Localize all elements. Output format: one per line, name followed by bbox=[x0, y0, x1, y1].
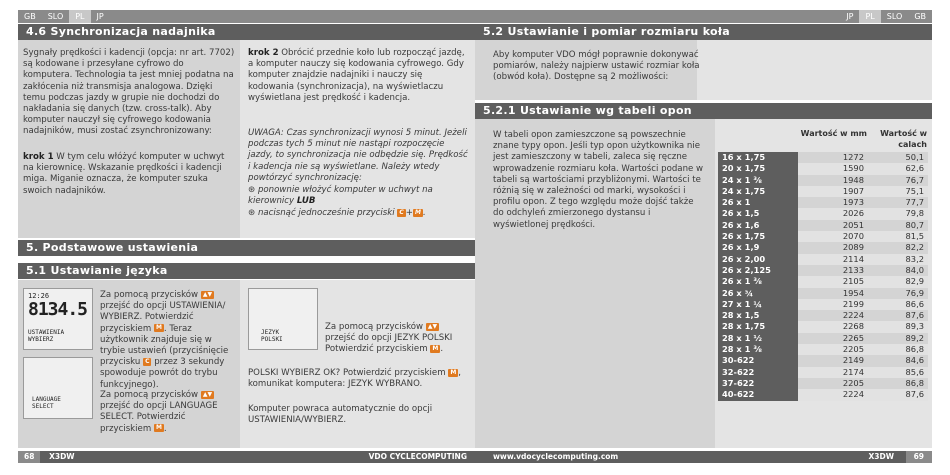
table-row bbox=[718, 367, 928, 378]
footer-brand: VDO CYCLECOMPUTING bbox=[368, 452, 467, 461]
tire-size-table bbox=[718, 152, 928, 401]
lang-tab-active: PL bbox=[859, 10, 880, 23]
m-button-icon: M bbox=[414, 208, 421, 216]
value-mm-cell: 2268 bbox=[798, 321, 868, 332]
note-uwaga: UWAGA: Czas synchronizacji wynosi 5 minut. Jeżeli podczas tych 5 minut nie nastąpi rozpoczęcie jazdy, to synchronizacja nie odbędzie się. Prędkość i kadencja nie są wyświetlane. Należy wtedy powtórzyć synchronizację: bbox=[248, 128, 468, 183]
tire-size-cell: 24 x 1 ³⁄₈ bbox=[718, 175, 798, 186]
value-mm-cell: 1948 bbox=[798, 175, 868, 186]
paragraph-tire-table-info: W tabeli opon zamieszczone są powszechnie znane typy opon. Jeśli typ opon użytkownika nie jest zamieszczony w tabeli, zaleca się ręczne wprowadzenie rozmiaru koła. Wartości podane w tabeli są wartościami przybliżonymi. Wartości te różnią się w zależności od marki, wysokości i profilu opon. Z tego względu może dojść także do odchyleń zmierzonego dystansu i wyświetlonej prędkości. bbox=[493, 130, 704, 230]
value-mm-cell: 2205 bbox=[798, 378, 868, 389]
value-inch-cell: 75,1 bbox=[868, 186, 928, 197]
value-mm-cell: 1907 bbox=[798, 186, 868, 197]
tire-size-cell: 26 x 1,6 bbox=[718, 220, 798, 231]
m-button-icon: M bbox=[155, 324, 162, 332]
lang-tab: SLO bbox=[42, 10, 70, 23]
value-mm-cell: 2133 bbox=[798, 265, 868, 276]
tire-size-cell: 26 x 2,125 bbox=[718, 265, 798, 276]
table-row bbox=[718, 208, 928, 219]
up-down-buttons-icon: ▲▼ bbox=[202, 390, 213, 398]
table-row bbox=[718, 175, 928, 186]
tire-size-cell: 24 x 1,75 bbox=[718, 186, 798, 197]
step1-label: krok 1 bbox=[23, 152, 54, 162]
bullet-2: ⊛ nacisnąć jednocześnie przyciski C + M . bbox=[248, 208, 426, 218]
value-mm-cell: 2105 bbox=[798, 276, 868, 287]
c-button-icon: C bbox=[145, 357, 150, 365]
lang-tab: SLO bbox=[881, 10, 909, 23]
value-mm-cell: 2224 bbox=[798, 389, 868, 400]
tire-size-cell: 16 x 1,75 bbox=[718, 152, 798, 163]
value-inch-cell: 86,8 bbox=[868, 378, 928, 389]
tire-size-cell: 26 x 1,5 bbox=[718, 208, 798, 219]
table-row bbox=[718, 163, 928, 174]
section-title-5-1: 5.1 Ustawianie języka bbox=[18, 263, 475, 279]
table-row bbox=[718, 242, 928, 253]
table-row bbox=[718, 152, 928, 163]
value-inch-cell: 80,7 bbox=[868, 220, 928, 231]
footer-model: X3DW bbox=[49, 452, 75, 461]
tire-size-cell: 37-622 bbox=[718, 378, 798, 389]
lang-tab: JP bbox=[475, 10, 859, 23]
tire-size-cell: 20 x 1,75 bbox=[718, 163, 798, 174]
c-button-icon: C bbox=[399, 208, 404, 216]
value-inch-cell: 89,3 bbox=[868, 321, 928, 332]
column-header-mm: Wartość w mm bbox=[800, 129, 867, 138]
step2-text: Obrócić przednie koło lub rozpocząć jazdę, a komputer nauczy się kodowania cyfrowego. Gdy komputer znajdzie nadajniki i nauczy się kodowania (synchronizacja), na wyświetlaczu wyświetlana jest prędkość i kadencja. bbox=[248, 48, 465, 103]
device-display-image: LANGUAGE SELECT bbox=[23, 357, 93, 419]
section-title-5-2: 5.2 Ustawianie i pomiar rozmiaru koła bbox=[475, 24, 932, 40]
value-inch-cell: 87,6 bbox=[868, 389, 928, 400]
value-mm-cell: 2051 bbox=[798, 220, 868, 231]
tire-size-cell: 26 x 1,9 bbox=[718, 242, 798, 253]
bullet-icon: ⊛ bbox=[248, 208, 258, 218]
value-inch-cell: 79,8 bbox=[868, 208, 928, 219]
paragraph-wheel-intro: Aby komputer VDO mógł poprawnie dokonywać pomiarów, należy najpierw ustawić rozmiar koła (obwód koła). Dostępne są 2 możliwości: bbox=[493, 50, 700, 83]
lang-tab: JP bbox=[91, 10, 475, 23]
value-inch-cell: 83,2 bbox=[868, 254, 928, 265]
value-inch-cell: 84,6 bbox=[868, 355, 928, 366]
value-mm-cell: 1973 bbox=[798, 197, 868, 208]
m-button-icon: M bbox=[155, 424, 162, 432]
value-inch-cell: 82,9 bbox=[868, 276, 928, 287]
paragraph-language-1: Za pomocą przycisków ▲▼ przejść do opcji USTAWIENIA/ WYBIERZ. Potwierdzić przyciskiem M . Teraz użytkownik znajduje się w trybie ustawień (przyciśnięcie przycisku C przez 3 sekundy spowoduje powrót do trybu funkcyjnego). bbox=[100, 290, 229, 390]
m-button-icon: M bbox=[432, 344, 439, 352]
table-row bbox=[718, 276, 928, 287]
tire-size-cell: 28 x 1 ³⁄₈ bbox=[718, 344, 798, 355]
value-mm-cell: 2205 bbox=[798, 344, 868, 355]
table-row bbox=[718, 299, 928, 310]
value-inch-cell: 81,5 bbox=[868, 231, 928, 242]
paragraph-step2 bbox=[248, 48, 468, 104]
up-down-buttons-icon: ▲▼ bbox=[202, 290, 213, 298]
value-inch-cell: 86,6 bbox=[868, 299, 928, 310]
value-inch-cell: 89,2 bbox=[868, 333, 928, 344]
table-row bbox=[718, 389, 928, 400]
value-mm-cell: 1272 bbox=[798, 152, 868, 163]
lang-tab: GB bbox=[18, 10, 42, 23]
value-mm-cell: 2265 bbox=[798, 333, 868, 344]
tire-size-cell: 30-622 bbox=[718, 355, 798, 366]
step2-label: krok 2 bbox=[248, 48, 279, 58]
value-inch-cell: 62,6 bbox=[868, 163, 928, 174]
lang-tab-active: PL bbox=[69, 10, 90, 23]
value-mm-cell: 2199 bbox=[798, 299, 868, 310]
value-mm-cell: 2089 bbox=[798, 242, 868, 253]
table-row bbox=[718, 197, 928, 208]
paragraph-step1 bbox=[23, 152, 235, 197]
tire-size-cell: 26 x 1,75 bbox=[718, 231, 798, 242]
footer-model: X3DW bbox=[868, 452, 894, 461]
table-row bbox=[718, 333, 928, 344]
paragraph-language-2: Za pomocą przycisków ▲▼ przejść do opcji LANGUAGE SELECT. Potwierdzić przyciskiem M . bbox=[100, 390, 218, 434]
bullet-1: ⊛ ponownie włożyć komputer w uchwyt na kierownicy LUB bbox=[248, 185, 433, 207]
section-title-5-2-1: 5.2.1 Ustawianie wg tabeli opon bbox=[475, 103, 932, 119]
paragraph-language-3: Za pomocą przycisków ▲▼ przejść do opcji JEZYK POLSKI Potwierdzić przyciskiem M . bbox=[325, 322, 453, 355]
table-row bbox=[718, 265, 928, 276]
page-number: 69 bbox=[906, 451, 932, 463]
tire-size-cell: 26 x 1 ³⁄₈ bbox=[718, 276, 798, 287]
column-header-inches: Wartość w calach bbox=[880, 129, 927, 149]
m-button-icon: M bbox=[450, 368, 457, 376]
value-mm-cell: 1954 bbox=[798, 288, 868, 299]
paragraph-intro: Sygnały prędkości i kadencji (opcja: nr art. 7702) są kodowane i przesyłane cyfrowo do komputera. Technologia ta jest mniej podatna na zakłócenia niż transmisja analogowa. Dzięki temu podczas jazdy w grupie nie dochodzi do nakładania się danych (tzw. cross-talk). Aby komputer nauczył się cyfrowego kodowania nadajników, musi zostać zsynchronizowany: bbox=[23, 48, 235, 137]
table-row bbox=[718, 231, 928, 242]
page-number: 68 bbox=[18, 451, 40, 463]
device-display-image: 12:26 8134.5 USTAWIENIA WYBIERZ bbox=[23, 288, 93, 350]
value-mm-cell: 2070 bbox=[798, 231, 868, 242]
tire-size-cell: 26 x ¾ bbox=[718, 288, 798, 299]
value-mm-cell: 2149 bbox=[798, 355, 868, 366]
value-inch-cell: 50,1 bbox=[868, 152, 928, 163]
language-tabs-left bbox=[18, 10, 475, 23]
tire-size-cell: 28 x 1 ½ bbox=[718, 333, 798, 344]
value-inch-cell: 77,7 bbox=[868, 197, 928, 208]
footer-url[interactable]: www.vdocyclecomputing.com bbox=[493, 452, 619, 461]
tire-size-cell: 40-622 bbox=[718, 389, 798, 400]
up-down-buttons-icon: ▲▼ bbox=[427, 322, 438, 330]
device-display-image: JEZYK POLSKI bbox=[248, 288, 318, 350]
table-row bbox=[718, 355, 928, 366]
value-inch-cell: 86,8 bbox=[868, 344, 928, 355]
value-inch-cell: 76,7 bbox=[868, 175, 928, 186]
tire-size-cell: 26 x 1 bbox=[718, 197, 798, 208]
value-inch-cell: 87,6 bbox=[868, 310, 928, 321]
value-mm-cell: 2224 bbox=[798, 310, 868, 321]
paragraph-language-4: POLSKI WYBIERZ OK? Potwierdzić przyciskiem M , komunikat komputera: JEZYK WYBRANO. bbox=[248, 368, 462, 390]
value-mm-cell: 1590 bbox=[798, 163, 868, 174]
value-inch-cell: 85,6 bbox=[868, 367, 928, 378]
value-mm-cell: 2174 bbox=[798, 367, 868, 378]
tire-size-cell: 26 x 2,00 bbox=[718, 254, 798, 265]
value-inch-cell: 84,0 bbox=[868, 265, 928, 276]
tire-size-cell: 28 x 1,5 bbox=[718, 310, 798, 321]
tire-size-cell: 32-622 bbox=[718, 367, 798, 378]
table-row bbox=[718, 186, 928, 197]
table-row bbox=[718, 288, 928, 299]
value-mm-cell: 2026 bbox=[798, 208, 868, 219]
tire-size-cell: 28 x 1,75 bbox=[718, 321, 798, 332]
section-title-4-6: 4.6 Synchronizacja nadajnika bbox=[18, 24, 475, 40]
tire-size-cell: 27 x 1 ¼ bbox=[718, 299, 798, 310]
value-mm-cell: 2114 bbox=[798, 254, 868, 265]
table-row bbox=[718, 220, 928, 231]
section-background bbox=[697, 40, 932, 100]
step1-text: W tym celu włóżyć komputer w uchwyt na kierownicę. Wskazanie prędkości i kadencji miga. Miganie oznacza, że komputer szuka swoich nadajników. bbox=[23, 152, 225, 196]
table-row bbox=[718, 321, 928, 332]
footer-left bbox=[18, 451, 475, 463]
table-row bbox=[718, 310, 928, 321]
section-title-5: 5. Podstawowe ustawienia bbox=[18, 240, 475, 256]
table-row bbox=[718, 344, 928, 355]
table-row bbox=[718, 378, 928, 389]
language-tabs-right bbox=[475, 10, 932, 23]
paragraph-language-5: Komputer powraca automatycznie do opcji USTAWIENIA/WYBIERZ. bbox=[248, 404, 433, 426]
right-page bbox=[475, 0, 950, 475]
footer-right bbox=[475, 451, 932, 463]
value-inch-cell: 82,2 bbox=[868, 242, 928, 253]
lang-tab: GB bbox=[908, 10, 932, 23]
table-row bbox=[718, 254, 928, 265]
value-inch-cell: 76,9 bbox=[868, 288, 928, 299]
bullet-icon: ⊛ bbox=[248, 185, 258, 195]
